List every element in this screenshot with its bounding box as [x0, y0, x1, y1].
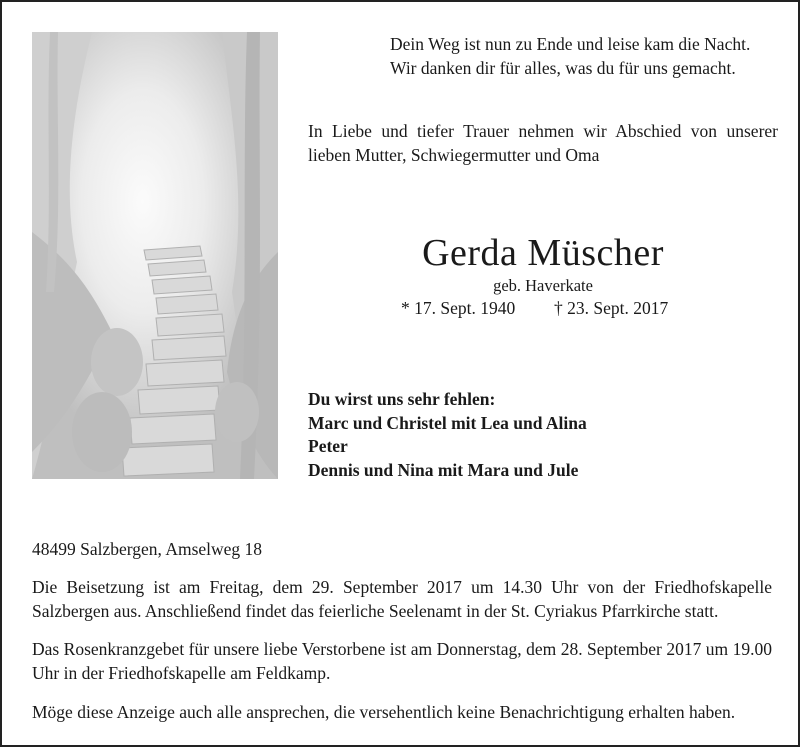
intro-text: In Liebe und tiefer Trauer nehmen wir Abschied von unserer lieben Mutter, Schwiegermutter und Oma — [308, 121, 778, 165]
notice-paragraph: Möge diese Anzeige auch alle ansprechen, die versehentlich keine Benachrichtigung erhalten haben. — [32, 702, 736, 722]
mourner-line: Dennis und Nina mit Mara und Jule — [308, 459, 579, 480]
mourner-line: Marc und Christel mit Lea und Alina — [308, 412, 587, 433]
rosary-paragraph: Das Rosenkranzgebet für unsere liebe Verstorbene ist am Donnerstag, dem 28. September 2017 um 19.00 Uhr in der Friedhofskapelle am Feldkamp. — [32, 639, 772, 683]
address: 48499 Salzbergen, Amselweg 18 — [32, 539, 263, 559]
mourners-heading: Du wirst uns sehr fehlen: — [308, 389, 496, 409]
poem-line-2: Wir danken dir für alles, was du für uns gemacht. — [390, 58, 736, 78]
poem — [390, 32, 780, 80]
stone-stairs-photo — [32, 32, 278, 479]
mourner-line: Peter — [308, 436, 348, 456]
mourners-block — [308, 388, 778, 482]
poem-line-1: Dein Weg ist nun zu Ende und leise kam die Nacht. — [390, 34, 751, 54]
funeral-paragraph: Die Beisetzung ist am Freitag, dem 29. September 2017 um 14.30 Uhr von der Friedhofskapelle Salzbergen aus. Anschließend findet das feierliche Seelenamt in der St. Cyriakus Pfarrkirche statt. — [32, 577, 772, 621]
maiden-name: geb. Haverkate — [493, 276, 593, 295]
forest-stairs-illustration — [32, 32, 278, 479]
birth-date: * 17. Sept. 1940 — [401, 298, 516, 318]
death-date: † 23. Sept. 2017 — [554, 298, 669, 318]
deceased-name: Gerda Müscher — [422, 232, 664, 274]
